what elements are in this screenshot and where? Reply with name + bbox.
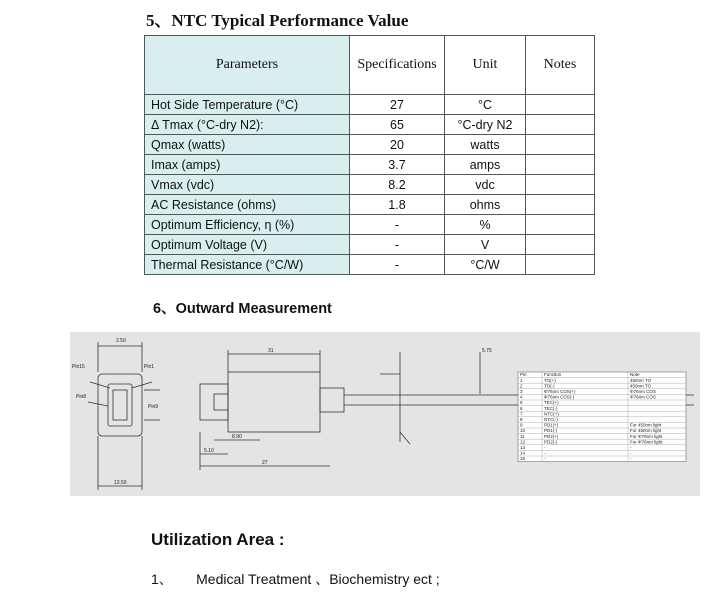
pin-table-cell: PD2(-) — [544, 439, 558, 445]
pin-table-cell: For Φ76nm light — [630, 439, 663, 445]
table-row — [145, 175, 595, 195]
table-row — [145, 235, 595, 255]
pin-table-cell: 13 — [520, 445, 526, 450]
unit-cell: V — [445, 235, 526, 255]
laser-module-body — [228, 372, 320, 432]
pin-table-cell: 450nm TO — [630, 377, 652, 383]
pin-table-cell: PD2(+) — [544, 433, 559, 439]
pin-table-cell: 12 — [520, 439, 526, 445]
dimension-drawing — [70, 332, 700, 496]
table-row — [145, 215, 595, 235]
notes-cell — [526, 115, 595, 135]
pin-table-cell: PD1(-) — [544, 428, 558, 434]
header-notes: Notes — [526, 36, 595, 95]
pin-table-header: Pin — [520, 372, 527, 378]
spec-cell: - — [350, 235, 445, 255]
pin-table-cell: - — [630, 445, 632, 450]
dim-label-8-90: 8.90 — [232, 434, 242, 440]
pin-table-cell: 6 — [520, 405, 523, 411]
pin-label-9: Pin9 — [148, 404, 159, 410]
param-cell: Optimum Efficiency, η (%) — [145, 215, 350, 235]
param-cell: Thermal Resistance (°C/W) — [145, 255, 350, 275]
utilization-title: Utilization Area : — [151, 530, 285, 549]
dim-label-5-10: 5.10 — [204, 448, 214, 454]
item-text: Medical Treatment 、Biochemistry ect ; — [196, 571, 440, 587]
spec-cell: - — [350, 215, 445, 235]
pin-table-cell: 2 — [520, 383, 523, 389]
pin-table-cell: - — [630, 456, 632, 462]
pin-label-1: Pin1 — [144, 364, 155, 370]
spec-cell: 3.7 — [350, 155, 445, 175]
pin-table-cell: For 450nm light — [630, 428, 662, 434]
param-cell: Δ Tmax (°C-dry N2): — [145, 115, 350, 135]
table-row — [145, 195, 595, 215]
pin-table-cell: NTC(-) — [544, 417, 558, 422]
pin-table-cell: - — [544, 445, 546, 450]
pin-table-cell: 7 — [520, 411, 523, 417]
pin-table-cell: Φ76nm COS(-) — [544, 394, 575, 400]
unit-cell: amps — [445, 155, 526, 175]
outward-measurement-drawing — [70, 332, 700, 496]
dim-label-31: 31 — [268, 348, 274, 354]
param-cell: Hot Side Temperature (°C) — [145, 95, 350, 115]
pin-table-cell: NTC(+) — [544, 411, 559, 417]
notes-cell — [526, 255, 595, 275]
dim-label-2-50: 2.50 — [116, 338, 126, 344]
table-row — [145, 255, 595, 275]
pin-table-cell: Φ76nm COS(+) — [544, 389, 576, 394]
header-specifications: Specifications — [350, 36, 445, 95]
pin-table-header: Note — [630, 372, 640, 378]
notes-cell — [526, 135, 595, 155]
section-6-title: 6、Outward Measurement — [153, 301, 332, 317]
pin-table-cell: Φ76nm COS — [630, 394, 656, 400]
pin-table-header: Function — [544, 372, 562, 378]
item-number: 1、 — [151, 571, 173, 587]
spec-cell: 65 — [350, 115, 445, 135]
table-header-row — [145, 36, 595, 95]
table-row — [145, 115, 595, 135]
unit-cell: ohms — [445, 195, 526, 215]
pin-table-cell: 9 — [520, 422, 523, 428]
spec-cell: 20 — [350, 135, 445, 155]
spec-cell: 8.2 — [350, 175, 445, 195]
param-cell: Qmax (watts) — [145, 135, 350, 155]
unit-cell: % — [445, 215, 526, 235]
notes-cell — [526, 155, 595, 175]
pin-table-cell: 450nm TO — [630, 383, 652, 389]
notes-cell — [526, 175, 595, 195]
pin-table-cell: - — [630, 450, 632, 456]
section-5-title: 5、NTC Typical Performance Value — [146, 11, 409, 30]
table-row — [145, 95, 595, 115]
pin-table-cell: TO(-) — [544, 383, 555, 389]
spec-cell: - — [350, 255, 445, 275]
param-cell: Imax (amps) — [145, 155, 350, 175]
dim-label-13-50: 13.50 — [114, 480, 127, 486]
table-row — [145, 135, 595, 155]
pin-table-cell: 11 — [520, 433, 525, 439]
pin-table-cell: TO(+) — [544, 377, 556, 383]
pin-table-cell: For 450nm light — [630, 422, 662, 428]
notes-cell — [526, 195, 595, 215]
notes-cell — [526, 215, 595, 235]
notes-cell — [526, 235, 595, 255]
param-cell: AC Resistance (ohms) — [145, 195, 350, 215]
pin-table-cell: 15 — [520, 456, 526, 462]
unit-cell: °C — [445, 95, 526, 115]
spec-cell: 1.8 — [350, 195, 445, 215]
table-row — [145, 155, 595, 175]
pin-table-cell: PD1(+) — [544, 422, 559, 428]
pin-label-15: Pin15 — [72, 364, 85, 370]
pin-table-cell: 1 — [520, 377, 523, 383]
pin-table-cell: 14 — [520, 450, 526, 456]
performance-table — [144, 35, 595, 275]
dim-label-27: 27 — [262, 460, 268, 466]
unit-cell: °C/W — [445, 255, 526, 275]
header-unit: Unit — [445, 36, 526, 95]
pin-table-cell: 8 — [520, 417, 523, 422]
header-parameters: Parameters — [145, 36, 350, 95]
pin-table-cell: - — [544, 456, 546, 462]
pin-table-cell: 10 — [520, 428, 526, 434]
param-cell: Optimum Voltage (V) — [145, 235, 350, 255]
pin-table-cell: 3 — [520, 389, 523, 394]
param-cell: Vmax (vdc) — [145, 175, 350, 195]
pin-table-cell: 5 — [520, 400, 523, 406]
pin-table-cell: 4 — [520, 394, 523, 400]
unit-cell: vdc — [445, 175, 526, 195]
unit-cell: °C-dry N2 — [445, 115, 526, 135]
unit-cell: watts — [445, 135, 526, 155]
pin-table-cell: TEC(-) — [544, 405, 558, 411]
pin-label-8: Pin8 — [76, 394, 87, 400]
pin-table-cell: For Φ76nm light — [630, 433, 663, 439]
pin-table-cell: TEC(+) — [544, 400, 559, 406]
dim-label-5-75: 5.75 — [482, 348, 492, 354]
notes-cell — [526, 95, 595, 115]
pin-table-cell: Φ76nm COS — [630, 389, 656, 394]
pin-table-cell: - — [544, 450, 546, 456]
utilization-list-item — [151, 569, 440, 589]
spec-cell: 27 — [350, 95, 445, 115]
